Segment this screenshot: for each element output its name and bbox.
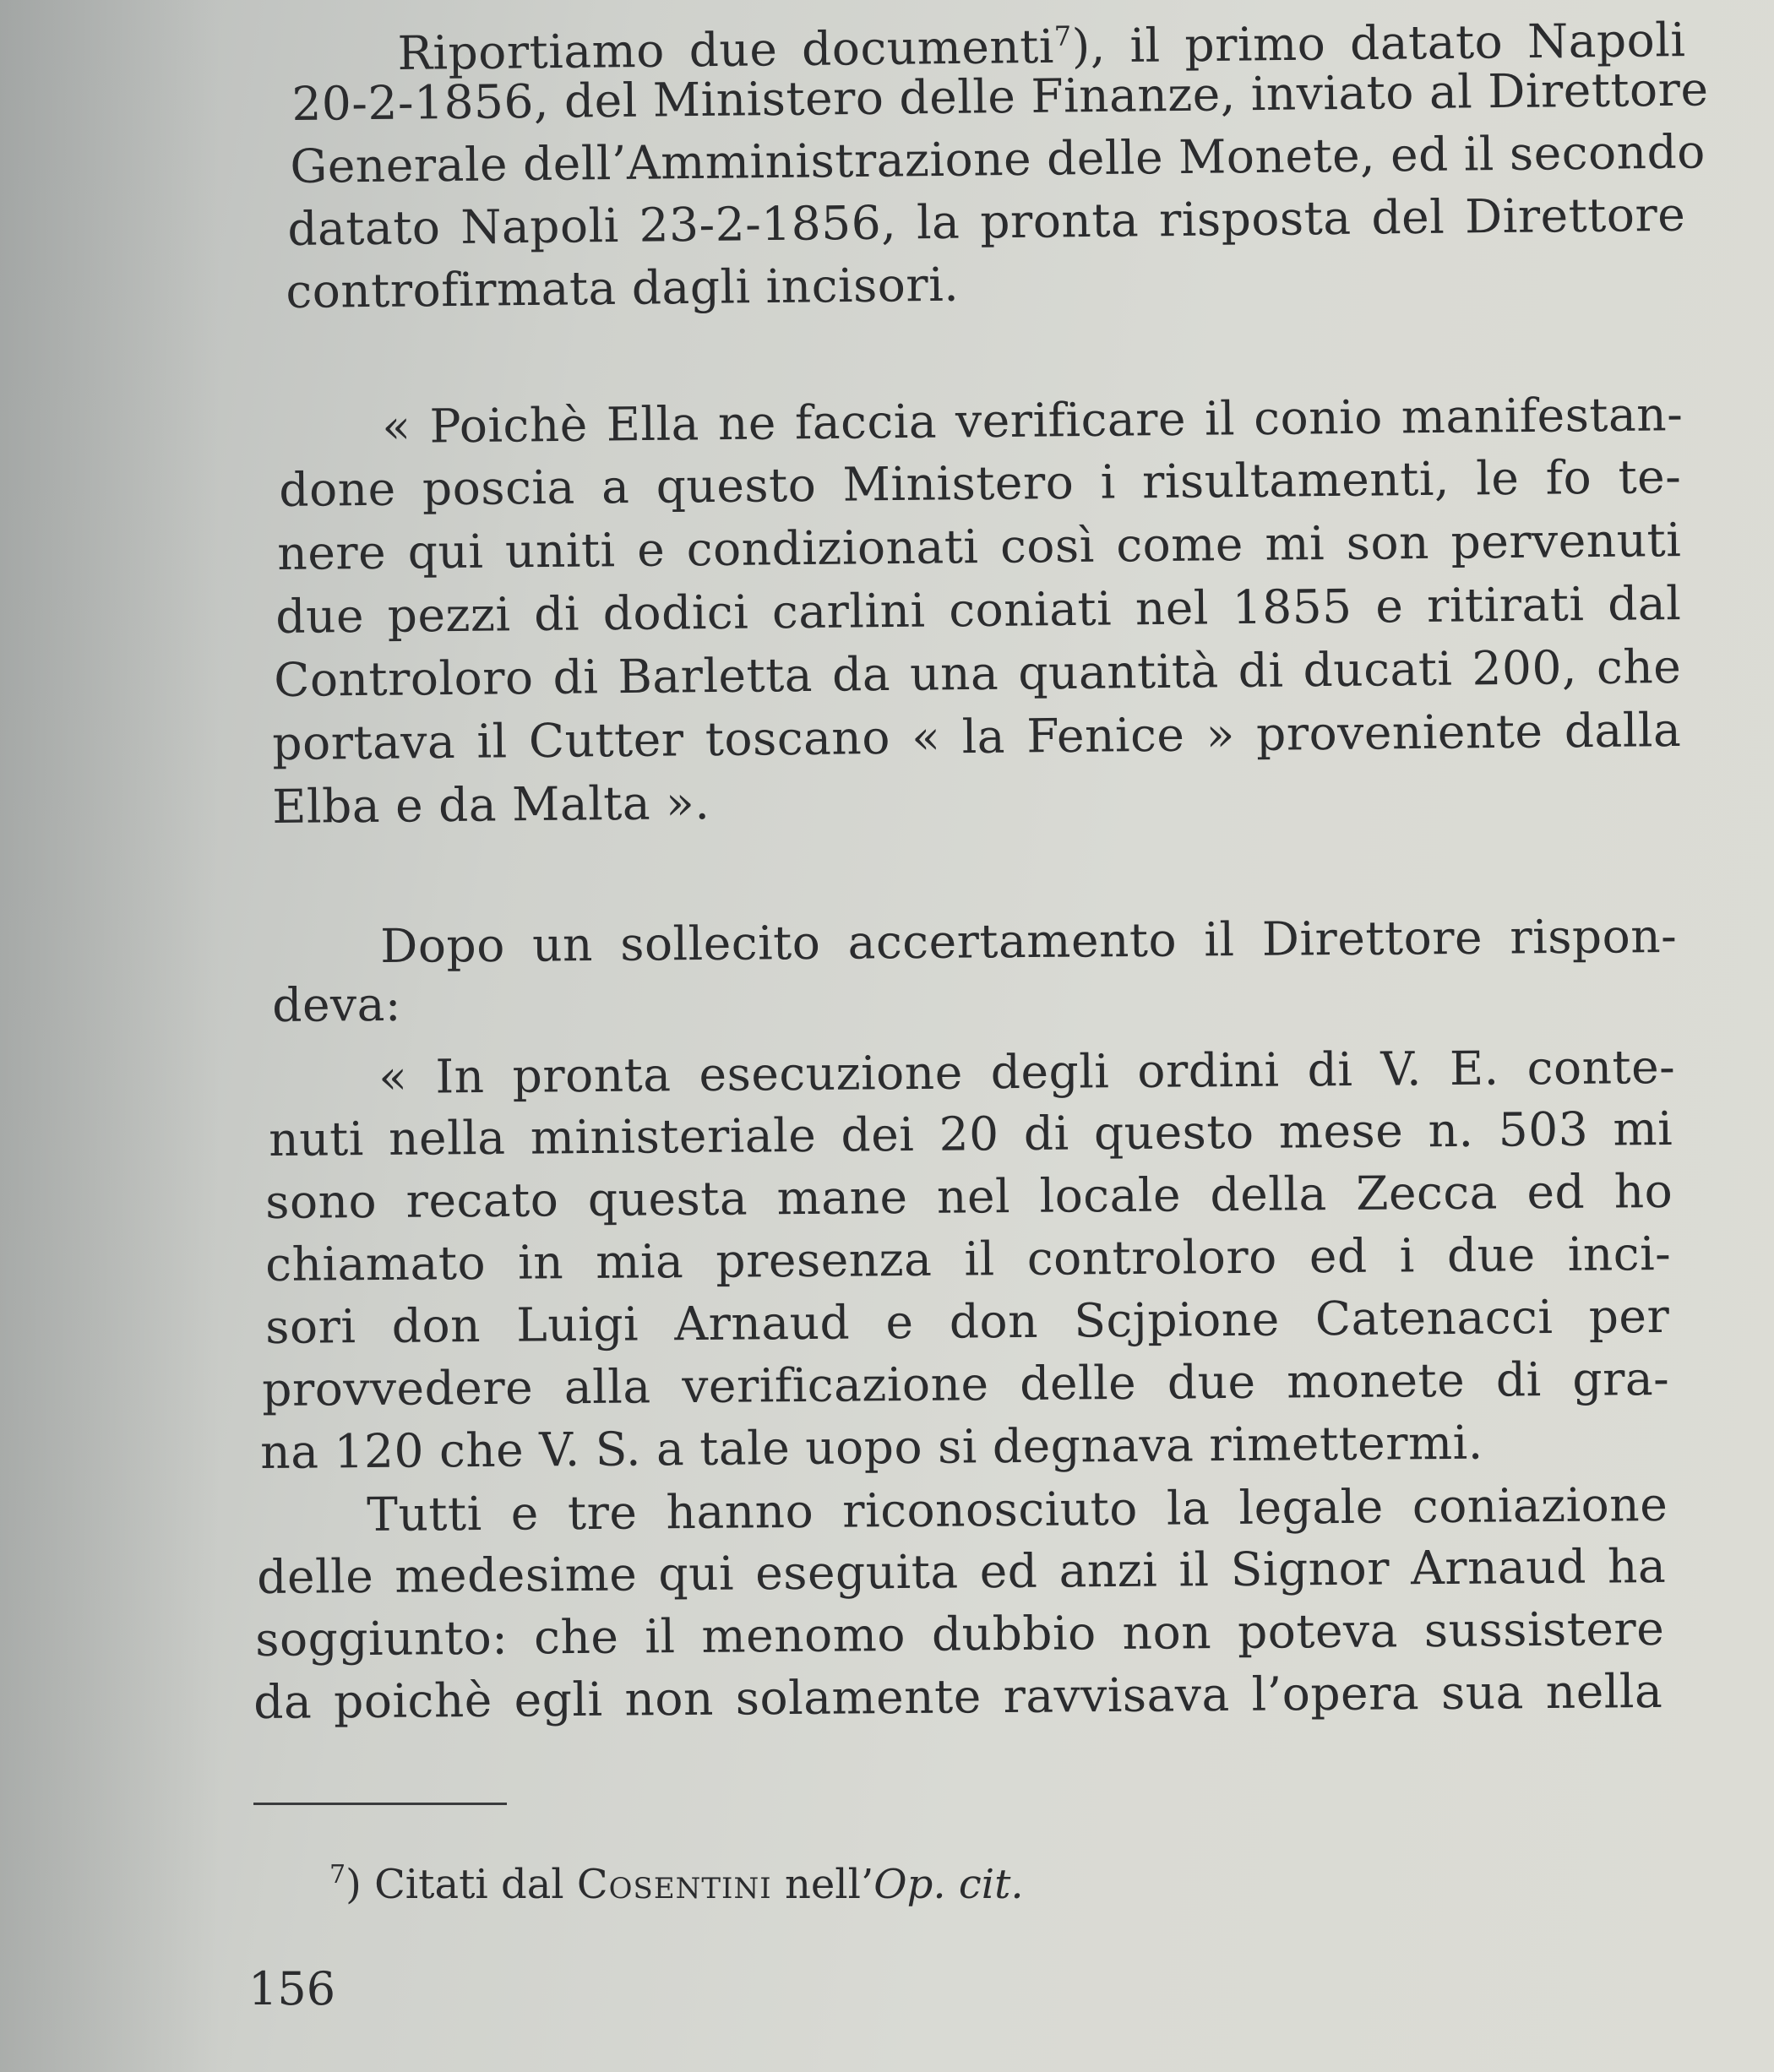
quote2-line-1: « In pronta esecuzione degli ordini di V. E. conte- bbox=[378, 1039, 1676, 1104]
response-line-2: deva: bbox=[272, 976, 402, 1032]
footnote: $^7$) Citati dal Cosentini nell’Op. cit. bbox=[329, 1860, 1024, 1908]
quote2-line-4: chiamato in mia presenza il controloro ed i due inci- bbox=[265, 1226, 1672, 1292]
quote1-line-3: nere qui uniti e condizionati così come mi son pervenuti bbox=[277, 513, 1682, 580]
intro-line-1: Riportiamo due documenti$^7$), il primo datato Napoli bbox=[397, 13, 1686, 80]
footnote-citation: Op. cit. bbox=[873, 1861, 1024, 1908]
intro-line-5: controfirmata dagli incisori. bbox=[286, 257, 960, 318]
footnote-rule bbox=[253, 1803, 507, 1805]
quote2-cont-line-3: soggiunto: che il menomo dubbio non poteva sussistere bbox=[255, 1601, 1665, 1667]
intro-line-4: datato Napoli 23-2-1856, la pronta risposta del Direttore bbox=[287, 187, 1686, 256]
footnote-marker: 7 bbox=[329, 1860, 346, 1890]
quote2-line-2: nuti nella ministeriale dei 20 di questo mese n. 503 mi bbox=[269, 1101, 1673, 1167]
quote2-line-5: sori don Luigi Arnaud e don Scjpione Catenacci per bbox=[265, 1288, 1670, 1354]
quote2-line-3: sono recato questa mane nel locale della Zecca ed ho bbox=[265, 1163, 1673, 1229]
intro-line-2: 20-2-1856, del Ministero delle Finanze, inviato al Direttore bbox=[291, 62, 1709, 131]
quote2-line-6: provvedere alla verificazione delle due monete di gra- bbox=[262, 1351, 1670, 1417]
quote2-cont-line-2: delle medesime qui eseguita ed anzi il Signor Arnaud ha bbox=[257, 1538, 1667, 1604]
quote1-line-4: due pezzi di dodici carlini coniati nel 1855 e ritirati dal bbox=[275, 576, 1682, 644]
quote2-cont-line-4: da poichè egli non solamente ravvisava l’opera sua nella bbox=[253, 1663, 1663, 1729]
quote1-line-7: Elba e da Malta ». bbox=[272, 775, 710, 834]
quote2-cont-line-1: Tutti e tre hanno riconosciuto la legale coniazione bbox=[367, 1477, 1668, 1542]
response-line-1: Dopo un sollecito accertamento il Direttore rispon- bbox=[380, 908, 1678, 973]
footnote-author: Cosentini bbox=[576, 1861, 772, 1908]
footnote-ref[interactable]: 7 bbox=[1053, 19, 1072, 52]
page-number: 156 bbox=[248, 1962, 336, 2015]
quote1-line-5: Controloro di Barletta da una quantità di ducati 200, che bbox=[274, 639, 1682, 707]
quote1-line-2: done poscia a questo Ministero i risultamenti, le fo te- bbox=[279, 449, 1682, 517]
quote1-line-6: portava il Cutter toscano « la Fenice » proveniente dalla bbox=[272, 702, 1682, 770]
quote2-line-7: na 120 che V. S. a tale uopo si degnava rimettermi. bbox=[260, 1415, 1483, 1479]
intro-line-3: Generale dell’Amministrazione delle Monete, ed il secondo bbox=[290, 124, 1706, 193]
quote1-line-1: « Poichè Ella ne faccia verificare il conio manifestan- bbox=[382, 387, 1684, 454]
